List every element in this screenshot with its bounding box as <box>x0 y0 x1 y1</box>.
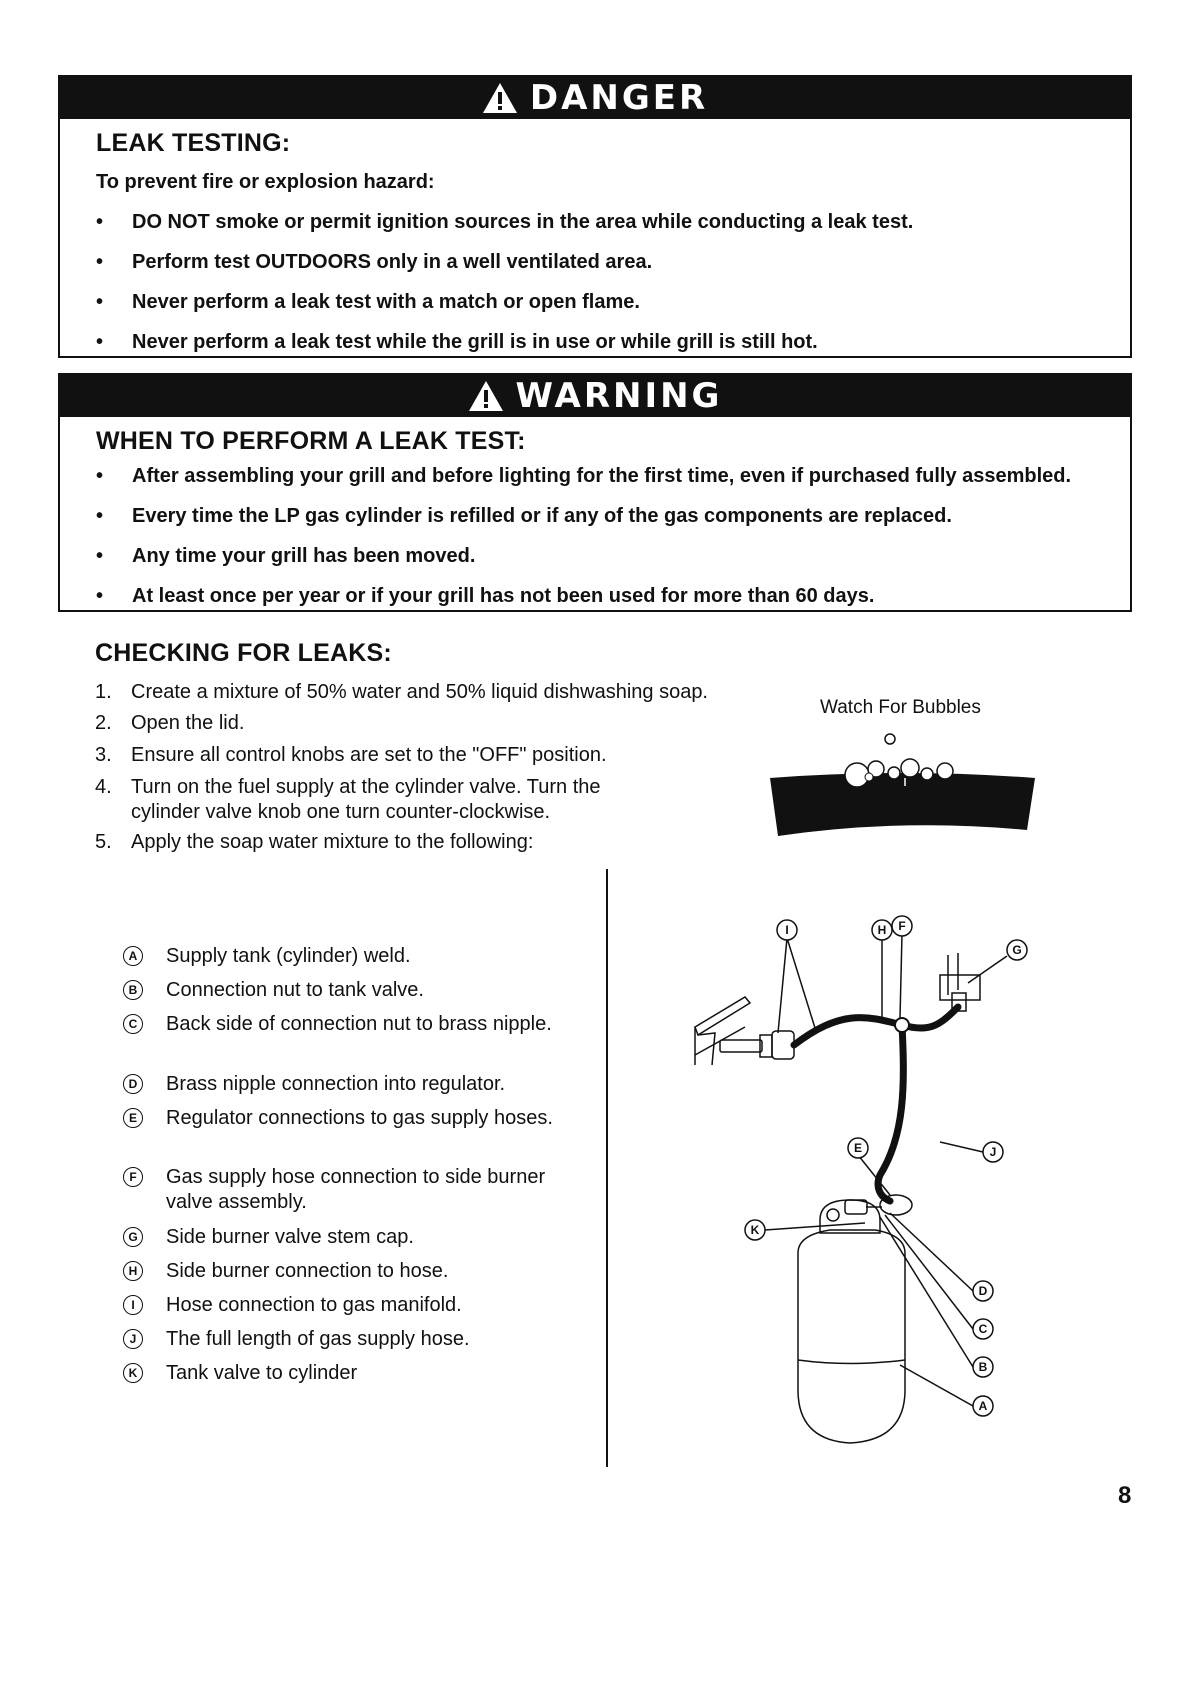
danger-intro: To prevent fire or explosion hazard: <box>96 171 435 193</box>
checking-heading: CHECKING FOR LEAKS: <box>95 639 392 667</box>
svg-text:F: F <box>898 919 906 933</box>
step-1: 1. Create a mixture of 50% water and 50% liquid dishwashing soap. <box>95 681 708 703</box>
step-2: 2. Open the lid. <box>95 712 245 734</box>
column-divider <box>606 869 608 1467</box>
list-item: • Perform test OUTDOORS only in a well ventilated area. <box>96 251 653 273</box>
list-item: • Never perform a leak test while the grill is in use or while grill is still hot. <box>96 331 818 353</box>
svg-text:E: E <box>853 1141 863 1155</box>
svg-text:C: C <box>978 1322 988 1336</box>
bubbles-caption: Watch For Bubbles <box>820 697 981 718</box>
warning-triangle-icon <box>482 82 518 114</box>
warning-banner <box>60 375 1130 417</box>
warning-banner-text: WARNING <box>515 376 723 416</box>
danger-banner <box>60 77 1130 119</box>
svg-text:I: I <box>785 923 789 937</box>
danger-heading: LEAK TESTING: <box>96 129 291 157</box>
bubbles-illustration <box>765 730 1040 845</box>
list-item: • Any time your grill has been moved. <box>96 545 476 567</box>
list-item: • After assembling your grill and before lighting for the first time, even if purchased fully assembled. <box>96 465 1072 487</box>
warning-box <box>58 373 1132 612</box>
gas-system-diagram <box>690 915 1050 1455</box>
step-4: 4. Turn on the fuel supply at the cylinder valve. Turn the cylinder valve knob one turn counter-clockwise. <box>95 776 601 823</box>
danger-banner-text: DANGER <box>529 78 709 118</box>
svg-text:H: H <box>877 923 887 937</box>
warning-triangle-icon <box>468 380 504 412</box>
warning-heading: WHEN TO PERFORM A LEAK TEST: <box>96 427 526 455</box>
page-number: 8 <box>1118 1482 1132 1509</box>
svg-text:K: K <box>750 1223 760 1237</box>
list-item: • At least once per year or if your grill has not been used for more than 60 days. <box>96 585 875 607</box>
danger-box <box>58 75 1132 358</box>
svg-text:B: B <box>978 1360 988 1374</box>
list-item: • DO NOT smoke or permit ignition sources in the area while conducting a leak test. <box>96 211 914 233</box>
list-item: • Never perform a leak test with a match or open flame. <box>96 291 640 313</box>
svg-text:G: G <box>1012 943 1022 957</box>
step-3: 3. Ensure all control knobs are set to the "OFF" position. <box>95 744 607 766</box>
list-item: • Every time the LP gas cylinder is refilled or if any of the gas components are replaced. <box>96 505 952 527</box>
svg-text:A: A <box>978 1399 988 1413</box>
svg-text:D: D <box>978 1284 988 1298</box>
svg-text:J: J <box>989 1145 997 1159</box>
step-5: 5. Apply the soap water mixture to the following: <box>95 831 534 853</box>
